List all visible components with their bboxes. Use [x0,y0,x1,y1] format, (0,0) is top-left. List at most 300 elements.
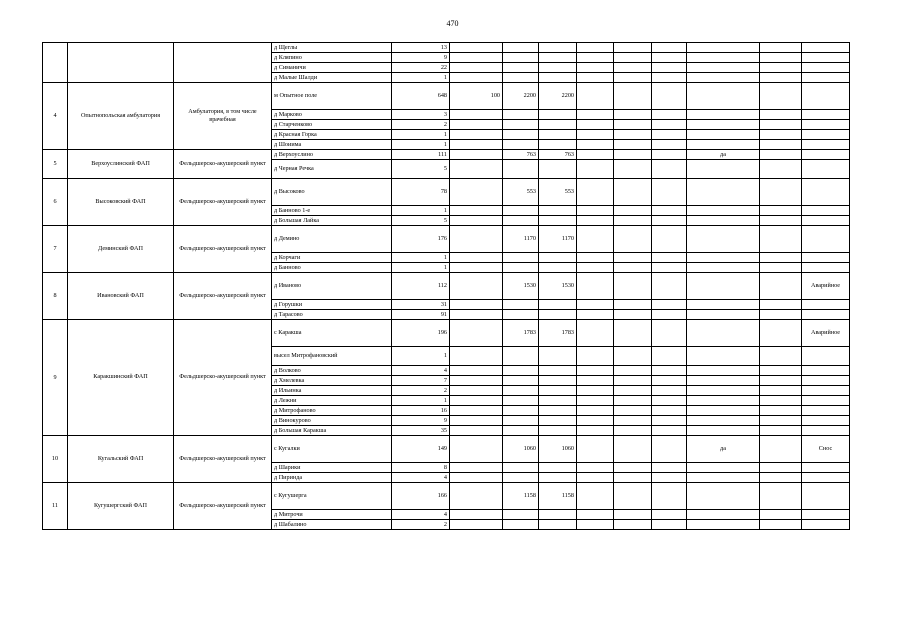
empty-cell [614,253,652,263]
population-value: 13 [392,43,450,53]
empty-cell [614,273,652,300]
empty-cell [614,63,652,73]
value-a [450,110,503,120]
facility-number: 7 [43,226,68,273]
value-c: 1783 [539,320,577,347]
condition-value [802,226,850,253]
condition-value [802,263,850,273]
value-a [450,510,503,520]
value-c [539,160,577,179]
empty-cell [614,473,652,483]
condition-value [802,426,850,436]
value-b [503,376,539,386]
value-b [503,216,539,226]
value-c [539,520,577,530]
value-c: 553 [539,179,577,206]
value-c [539,376,577,386]
empty-cell [577,483,614,510]
empty-cell [577,179,614,206]
value-a [450,130,503,140]
value-c [539,386,577,396]
value-c [539,253,577,263]
empty-cell [577,310,614,320]
empty-cell [760,160,802,179]
empty-cell [652,253,687,263]
condition-value [802,179,850,206]
facility-number: 10 [43,436,68,483]
condition-value [802,416,850,426]
empty-cell [760,426,802,436]
settlement-name: д Винокурово [272,416,392,426]
population-value: 2 [392,386,450,396]
status-value [687,366,760,376]
empty-cell [652,406,687,416]
empty-cell [760,483,802,510]
population-value: 5 [392,160,450,179]
population-value: 3 [392,110,450,120]
empty-cell [577,140,614,150]
empty-cell [760,43,802,53]
table-row [43,150,850,160]
settlement-name: д Шарики [272,463,392,473]
empty-cell [614,140,652,150]
facility-name: Опытнопольская амбулатория [68,83,174,150]
empty-cell [614,376,652,386]
status-value [687,43,760,53]
value-c [539,310,577,320]
settlement-name: д Лежни [272,396,392,406]
condition-value: Снос [802,436,850,463]
value-c [539,140,577,150]
status-value [687,263,760,273]
empty-cell [614,520,652,530]
empty-cell [577,300,614,310]
settlement-name: д Корчаги [272,253,392,263]
value-c [539,510,577,520]
empty-cell [652,300,687,310]
facilities-table [42,42,850,530]
value-a [450,386,503,396]
empty-cell [652,436,687,463]
empty-cell [577,406,614,416]
facility-type: Амбулатория, в том числе врачебная [174,83,272,150]
facility-name: Ивановский ФАП [68,273,174,320]
empty-cell [614,73,652,83]
empty-cell [760,53,802,63]
condition-value [802,130,850,140]
facility-number: 4 [43,83,68,150]
empty-cell [652,386,687,396]
condition-value [802,347,850,366]
condition-value [802,53,850,63]
empty-cell [614,150,652,160]
empty-cell [760,520,802,530]
population-value: 176 [392,226,450,253]
status-value [687,206,760,216]
empty-cell [614,406,652,416]
value-a [450,347,503,366]
empty-cell [652,416,687,426]
population-value: 1 [392,396,450,406]
value-b: 2200 [503,83,539,110]
status-value [687,53,760,63]
empty-cell [577,520,614,530]
status-value [687,120,760,130]
condition-value [802,83,850,110]
settlement-name: высел Митрофановский [272,347,392,366]
condition-value [802,406,850,416]
value-c: 1060 [539,436,577,463]
value-b: 1158 [503,483,539,510]
value-c [539,347,577,366]
empty-cell [652,463,687,473]
condition-value [802,160,850,179]
value-c: 2200 [539,83,577,110]
empty-cell [760,179,802,206]
value-b: 1530 [503,273,539,300]
value-a [450,426,503,436]
population-value: 1 [392,140,450,150]
settlement-name: д Шабалино [272,520,392,530]
value-b [503,396,539,406]
empty-cell [577,120,614,130]
empty-cell [760,436,802,463]
empty-cell [652,426,687,436]
status-value [687,396,760,406]
population-value: 4 [392,473,450,483]
value-b: 1170 [503,226,539,253]
value-c [539,473,577,483]
empty-cell [652,376,687,386]
empty-cell [577,63,614,73]
status-value [687,63,760,73]
status-value [687,273,760,300]
empty-cell [652,483,687,510]
empty-cell [614,483,652,510]
empty-cell [614,416,652,426]
empty-cell [577,426,614,436]
empty-cell [614,216,652,226]
population-value: 1 [392,347,450,366]
condition-value [802,396,850,406]
population-value: 4 [392,510,450,520]
empty-cell [652,120,687,130]
status-value [687,376,760,386]
empty-cell [614,386,652,396]
population-value: 9 [392,53,450,63]
empty-cell [652,347,687,366]
value-a [450,300,503,310]
empty-cell [760,83,802,110]
empty-cell [577,83,614,110]
empty-cell [577,226,614,253]
facility-name: Кугушергский ФАП [68,483,174,530]
empty-cell [760,320,802,347]
population-value: 1 [392,130,450,140]
table-row [43,320,850,347]
empty-cell [577,160,614,179]
empty-cell [614,130,652,140]
value-a [450,310,503,320]
empty-cell [652,310,687,320]
empty-cell [614,300,652,310]
empty-cell [577,320,614,347]
empty-cell [577,396,614,406]
status-value [687,473,760,483]
value-c [539,426,577,436]
facility-number [43,43,68,83]
empty-cell [760,253,802,263]
settlement-name: д Большая Лайка [272,216,392,226]
status-value [687,483,760,510]
value-c [539,63,577,73]
value-a: 100 [450,83,503,110]
facility-name: Каракшинский ФАП [68,320,174,436]
empty-cell [652,110,687,120]
status-value [687,216,760,226]
value-c [539,263,577,273]
value-b: 1783 [503,320,539,347]
empty-cell [760,376,802,386]
empty-cell [760,63,802,73]
settlement-name: д Пиринда [272,473,392,483]
empty-cell [760,300,802,310]
value-a [450,206,503,216]
empty-cell [614,120,652,130]
facility-name: Кугальский ФАП [68,436,174,483]
value-a [450,160,503,179]
status-value: да [687,150,760,160]
status-value [687,310,760,320]
empty-cell [577,110,614,120]
value-a [450,406,503,416]
value-c [539,43,577,53]
value-c [539,366,577,376]
value-b [503,140,539,150]
empty-cell [577,347,614,366]
empty-cell [577,53,614,63]
empty-cell [577,376,614,386]
empty-cell [760,366,802,376]
settlement-name: д Симаничи [272,63,392,73]
empty-cell [577,273,614,300]
condition-value [802,463,850,473]
facility-number: 8 [43,273,68,320]
population-value: 648 [392,83,450,110]
empty-cell [577,386,614,396]
value-a [450,320,503,347]
status-value [687,160,760,179]
value-a [450,263,503,273]
value-c: 1158 [539,483,577,510]
settlement-name: д Большая Каракша [272,426,392,436]
empty-cell [614,110,652,120]
empty-cell [577,510,614,520]
value-c [539,120,577,130]
empty-cell [760,386,802,396]
empty-cell [652,473,687,483]
value-b [503,406,539,416]
facility-number: 5 [43,150,68,179]
status-value [687,110,760,120]
value-b [503,510,539,520]
value-b [503,366,539,376]
status-value [687,130,760,140]
empty-cell [577,43,614,53]
table-row [43,273,850,300]
population-value: 1 [392,253,450,263]
status-value [687,83,760,110]
empty-cell [652,206,687,216]
condition-value [802,473,850,483]
value-c [539,206,577,216]
value-b [503,310,539,320]
value-b [503,347,539,366]
table-row [43,43,850,53]
value-c: 1170 [539,226,577,253]
settlement-name: д Старченково [272,120,392,130]
empty-cell [652,150,687,160]
condition-value [802,110,850,120]
empty-cell [577,130,614,140]
condition-value [802,43,850,53]
value-b [503,520,539,530]
table-row [43,436,850,463]
value-a [450,140,503,150]
settlement-name: д Хмелевка [272,376,392,386]
empty-cell [577,473,614,483]
empty-cell [652,273,687,300]
empty-cell [614,206,652,216]
status-value: да [687,436,760,463]
condition-value [802,140,850,150]
value-b: 763 [503,150,539,160]
value-b [503,386,539,396]
settlement-name: д Банново [272,263,392,273]
condition-value: Аварийное [802,320,850,347]
population-value: 8 [392,463,450,473]
value-b [503,120,539,130]
table-row [43,179,850,206]
value-a [450,273,503,300]
condition-value [802,510,850,520]
empty-cell [760,226,802,253]
empty-cell [760,263,802,273]
condition-value [802,310,850,320]
settlement-name: с Кугалки [272,436,392,463]
population-value: 9 [392,416,450,426]
empty-cell [652,226,687,253]
condition-value [802,483,850,510]
value-a [450,120,503,130]
value-b [503,43,539,53]
empty-cell [652,366,687,376]
settlement-name: с Кугушерга [272,483,392,510]
population-value: 16 [392,406,450,416]
condition-value [802,150,850,160]
settlement-name: д Иваново [272,273,392,300]
facility-type: Фельдшерско-акушерский пункт [174,179,272,226]
facility-number: 9 [43,320,68,436]
status-value [687,463,760,473]
value-b [503,426,539,436]
empty-cell [614,160,652,179]
empty-cell [652,53,687,63]
empty-cell [760,273,802,300]
condition-value [802,386,850,396]
condition-value [802,300,850,310]
empty-cell [577,150,614,160]
empty-cell [760,120,802,130]
condition-value [802,376,850,386]
condition-value [802,206,850,216]
status-value [687,140,760,150]
value-b: 1060 [503,436,539,463]
empty-cell [652,510,687,520]
empty-cell [652,130,687,140]
population-value: 1 [392,73,450,83]
empty-cell [577,366,614,376]
empty-cell [614,463,652,473]
status-value [687,426,760,436]
condition-value [802,366,850,376]
table-row [43,83,850,110]
value-c [539,463,577,473]
empty-cell [577,73,614,83]
population-value: 196 [392,320,450,347]
status-value [687,416,760,426]
value-b [503,263,539,273]
value-b [503,206,539,216]
empty-cell [760,73,802,83]
facility-type: Фельдшерско-акушерский пункт [174,320,272,436]
settlement-name: д Высоково [272,179,392,206]
settlement-name: д Шоиима [272,140,392,150]
empty-cell [760,206,802,216]
page-number: 470 [446,19,459,28]
population-value: 7 [392,376,450,386]
population-value: 2 [392,120,450,130]
empty-cell [760,150,802,160]
empty-cell [614,366,652,376]
status-value [687,520,760,530]
population-value: 166 [392,483,450,510]
value-a [450,463,503,473]
population-value: 111 [392,150,450,160]
empty-cell [760,140,802,150]
empty-cell [760,473,802,483]
empty-cell [614,396,652,406]
status-value [687,320,760,347]
empty-cell [652,140,687,150]
value-a [450,416,503,426]
facility-name: Верхоуслинский ФАП [68,150,174,179]
empty-cell [760,510,802,520]
settlement-name: д Черная Речка [272,160,392,179]
population-value: 22 [392,63,450,73]
value-a [450,436,503,463]
empty-cell [577,436,614,463]
population-value: 2 [392,520,450,530]
value-b [503,253,539,263]
settlement-name: д Кляпино [272,53,392,63]
empty-cell [614,347,652,366]
settlement-name: д Митрочи [272,510,392,520]
population-value: 78 [392,179,450,206]
empty-cell [652,83,687,110]
empty-cell [614,310,652,320]
settlement-name: д Щеглы [272,43,392,53]
